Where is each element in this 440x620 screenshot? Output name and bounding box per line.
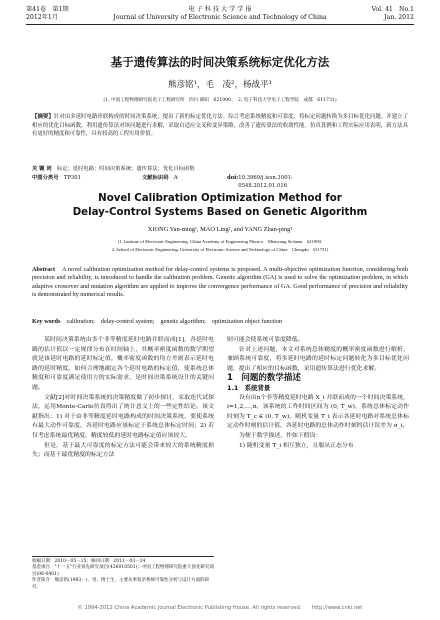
header-right: [371, 6, 414, 22]
affiliation-en-2: 2. School of Electronic Engineering, University of Electronic Science and Technology of China Chengdu 611731): [111, 247, 329, 253]
volume-en: Vol. 41 No.1: [371, 6, 414, 13]
affiliation-en: [40, 238, 400, 254]
body-paragraph: 设有由n个非等精度延时电路 X_i 并联而成的一个时间决策系统，i=1,2,…,n，该系统的工作时间区间为 (0, T_w)，系统总体标定动作时刻为 T_c ∈ (0, T_w)。随机变量 T_i 表示各延时电路对系统总体标定动作时刻的估计值，各延时电路的总体动作时刻的估计误差为 σ_i。: [227, 394, 409, 430]
body-left-column: [32, 336, 214, 461]
running-header: [26, 6, 414, 34]
subsection-heading: 1.1 系统背景: [227, 383, 271, 392]
volume-cn: 第41卷 第1期: [26, 6, 69, 13]
body-paragraph: 1) 随机变量 T_i 相互独立，且服从正态分布: [239, 442, 354, 449]
copyright-notice: © 1994-2012 China Academic Journal Electronic Publishing House. All rights reserved. http://www.cnki.net: [77, 605, 363, 611]
body-right-column: [227, 336, 409, 451]
title-en: [0, 192, 440, 220]
header-center: [26, 6, 414, 22]
authors-cn: 熊彦铭¹，毛 凌²，杨战平¹: [168, 80, 272, 90]
keywords-en-label: Key words: [32, 318, 61, 325]
doi-block: doi: 10.3969/j.issn.1001-0548.2012.01.016: [227, 175, 293, 189]
authors-en: XIONG Yan-ming¹, MAO Ling², and YANG Zhan-ping¹: [147, 226, 293, 233]
title-en-line1: Novel Calibration Optimization Method for: [98, 193, 342, 204]
abstract-en-text: A novel calibration optimization method for delay-control systems is proposed. A multi-objective optimization function, considering both precision and reliability, is introduced to handle the calibration problem. Genetic algorithm (GA) is used to solve the optimization problem, in which adaptive crossover and mutation algorithm are applied to improve the convergence performance of GA. Good performance of precision and reliability is demonstrated by numerical results.: [32, 266, 408, 298]
footnote-received: 收稿日期：2010－05－15；修回日期：2011－03－24: [32, 559, 146, 564]
body-paragraph: 某时间决策系统由多个非等精度延时电路并联而成[1]，各延时电路的估计值以一定规律分布在时间轴上，其概率密度函数的数学期望就是该延时电路的延时标定值，概率密度函数的均方差则表示延时电路的延时精度。如何合理地确定各个延时电路的标定值，使系统总体精度和可靠度满足使用方的实际需求，是时间决策系统设计的关键问题。: [32, 337, 214, 391]
body-paragraph: 文献[2]对时间决策系统的决策精度做了初步探讨，采取迭代试探法，运用Monte-Carlo仿真得出了统计意义上的一些定性结论。该文献指出：1) 对于由非等精度延时电路构成的时间决策系统，要使系统有最大动作可靠度，各延时电路应该标定于系统总体标定时间；2) 若仅考虑系统最优精度，精度较低的延时电路标定值应该较大。: [32, 394, 214, 439]
keywords-cn-text: 标定；延时电路；时间决策系统；遗传算法；优化目标函数: [56, 166, 195, 172]
clc-value: TP301: [63, 175, 82, 181]
abstract-cn: [32, 113, 408, 139]
keywords-cn-label: 关 键 词: [32, 166, 52, 172]
clc-block: 中图分类号 TP301: [32, 175, 82, 181]
body-paragraph: 则可能会使系统可靠度降低。: [227, 337, 304, 343]
affiliation-cn: (1. 中国工程物理研究院电子工程研究所 四川 绵阳 621900； 2. 电子科技大学电子工程学院 成都 611731): [103, 98, 337, 103]
title-cn: 基于遗传算法的时间决策系统标定优化方法: [110, 55, 330, 69]
header-rule: [26, 24, 414, 25]
footnote-author: 作者简介：熊彦铭(1983－)，男，博士生，主要从事复杂系统可靠性分析与设计方面的研究.: [32, 578, 209, 590]
title-en-line2: Delay-Control Systems Based on Genetic Algorithm: [72, 207, 368, 218]
doi-value: 10.3969/j.issn.1001-0548.2012.01.016: [238, 175, 293, 189]
abstract-en: [32, 266, 408, 299]
body-paragraph: 针对上述问题，本文对系统总体精度的概率密度函数进行解析，兼顾系统可靠度，将多延时电路的延时标定问题转化为多目标优化问题，提出了相应的目标函数，采用遗传算法进行优化求解。: [227, 346, 409, 372]
section-heading: 1 问题的数学描述: [227, 373, 301, 384]
body-paragraph: 为便于数学描述，作如下假设：: [239, 432, 322, 439]
abstract-cn-text: 针对由多延时电路串联构成的时间决策系统，提出了新的标定优化方法。综合考虑系统精度和可靠度，将标定问题转换为多目标优化问题。并建立了相应的优化目标函数，利用遗传算法对该问题进行求解，采取自适应交叉和变异策略，改善了遗传算法的收敛性能。仿真算例和工程实际应用表明，新方法具有更好的精度和可靠性，具有较高的工程实用价值。: [32, 114, 408, 138]
abstract-en-label: Abstract: [32, 266, 56, 273]
journal-name-en: Journal of University of Electronic Science and Technology of China: [113, 14, 327, 21]
doccode-value: A: [173, 175, 178, 181]
footnotes: [32, 556, 214, 591]
affiliation-en-1: (1. Institute of Electronic Engineering, China Academy of Engineering Physics Mianyang Sichuan 621900;: [117, 239, 323, 244]
body-paragraph: 但是，基于最大可靠度的标定方法可能会带来较大的系统精度损失；而基于最优精度的标定方法: [32, 442, 214, 459]
keywords-cn: [32, 165, 408, 173]
journal-name-cn: 电 子 科 技 大 学 学 报: [188, 6, 252, 13]
doccode-block: 文献标识码 A: [142, 175, 178, 181]
date-en: Jan. 2012: [384, 14, 414, 21]
footnote-funding: 基金项目："十一五"行业预先研究项目(426010501)；中国工程物理研究院重大预先研究项目(06-0401): [32, 565, 214, 577]
date-cn: 2012年1月: [26, 14, 59, 21]
abstract-cn-label: 【摘要】: [32, 114, 54, 120]
keywords-en-text: calibration; delay-control system; genetic algorithm; optimization object function: [66, 318, 283, 325]
keywords-en: [32, 318, 408, 326]
